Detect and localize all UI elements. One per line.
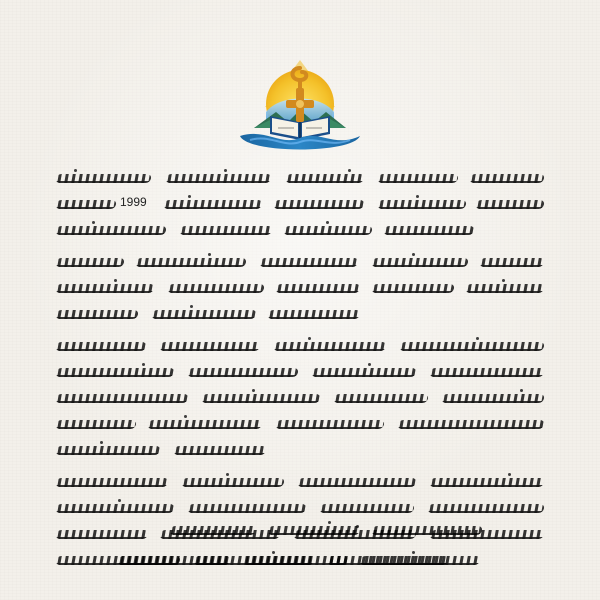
paragraph-3-line-5 (56, 440, 544, 460)
script-word (283, 226, 373, 235)
church-emblem (210, 42, 390, 152)
script-word (397, 420, 545, 429)
script-word (159, 342, 261, 351)
script-word (465, 284, 545, 293)
script-word (267, 526, 361, 535)
diacritic-dot (520, 389, 523, 392)
diacritic-dot (416, 195, 419, 198)
paragraph-3-line-3 (56, 388, 544, 408)
paragraph-1-line-1 (56, 168, 544, 188)
paragraph-4-line-1 (56, 472, 544, 492)
paragraph-1 (56, 168, 544, 240)
diacritic-dot (226, 473, 229, 476)
script-word (55, 284, 155, 293)
paragraph-2-line-2 (56, 278, 544, 298)
script-word (55, 310, 139, 319)
script-word (55, 258, 125, 267)
diacritic-dot (92, 221, 95, 224)
script-word (441, 394, 545, 403)
paragraph-2-line-3 (56, 304, 544, 324)
diacritic-dot (100, 441, 103, 444)
script-word (55, 420, 137, 429)
script-word (275, 420, 385, 429)
script-word (267, 310, 361, 319)
script-word (201, 394, 321, 403)
diacritic-dot (412, 253, 415, 256)
script-word (371, 258, 469, 267)
script-word (275, 284, 361, 293)
script-word (187, 368, 299, 377)
diacritic-dot (184, 415, 187, 418)
script-word (475, 200, 545, 209)
paragraph-3 (56, 336, 544, 460)
script-word (55, 342, 147, 351)
diacritic-dot (476, 337, 479, 340)
diacritic-dot (508, 473, 511, 476)
script-word (371, 526, 483, 535)
diacritic-dot (188, 195, 191, 198)
script-word (359, 556, 481, 565)
diacritic-dot (208, 253, 211, 256)
diacritic-dot (502, 279, 505, 282)
script-word (55, 226, 167, 235)
script-word (399, 342, 545, 351)
diacritic-dot (118, 499, 121, 502)
script-word (181, 478, 285, 487)
script-word (371, 284, 455, 293)
script-word (169, 526, 257, 535)
script-word (273, 200, 365, 209)
script-word (55, 504, 175, 513)
paragraph-2-line-1 (56, 252, 544, 272)
script-word (179, 226, 273, 235)
script-word (479, 258, 545, 267)
script-word (187, 504, 307, 513)
diacritic-dot (412, 551, 415, 554)
diacritic-dot (348, 169, 351, 172)
paragraph-1-line-2 (56, 194, 544, 214)
script-word (173, 446, 267, 455)
script-word (297, 478, 417, 487)
script-word (383, 226, 475, 235)
closing-lines (56, 520, 544, 580)
script-word (285, 174, 365, 183)
paragraph-3-line-4 (56, 414, 544, 434)
script-word (319, 504, 415, 513)
diacritic-dot (368, 363, 371, 366)
closing-line-2 (100, 550, 500, 570)
diacritic-dot (114, 279, 117, 282)
script-word (135, 258, 247, 267)
diacritic-dot (326, 221, 329, 224)
church-emblem-svg (210, 42, 390, 152)
closing-line-1 (100, 520, 500, 540)
paragraph-3-line-1 (56, 336, 544, 356)
paragraph-1-line-3 (56, 220, 544, 240)
script-word (167, 284, 265, 293)
paragraph-2 (56, 252, 544, 324)
diacritic-dot (190, 305, 193, 308)
script-word (117, 556, 231, 565)
script-word (429, 368, 545, 377)
paragraph-3-line-2 (56, 362, 544, 382)
year-number: 1999 (120, 195, 147, 209)
script-word (165, 174, 272, 183)
script-word (259, 258, 359, 267)
script-word (429, 478, 545, 487)
script-word (147, 420, 263, 429)
script-word (55, 478, 169, 487)
script-word (243, 556, 349, 565)
script-word (333, 394, 429, 403)
script-word (55, 446, 161, 455)
script-word (151, 310, 257, 319)
script-word (377, 174, 459, 183)
script-word (55, 174, 152, 183)
diacritic-dot (252, 389, 255, 392)
script-word (55, 394, 189, 403)
script-word (55, 200, 117, 209)
script-word (469, 174, 545, 183)
diacritic-dot (224, 169, 227, 172)
diacritic-dot (308, 337, 311, 340)
script-word (273, 342, 387, 351)
paragraph-4-line-2 (56, 498, 544, 518)
script-word (377, 200, 467, 209)
script-word (311, 368, 417, 377)
script-word (427, 504, 545, 513)
diacritic-dot (142, 363, 145, 366)
diacritic-dot (328, 521, 331, 524)
script-word (55, 368, 175, 377)
script-word (163, 200, 263, 209)
diacritic-dot (74, 169, 77, 172)
